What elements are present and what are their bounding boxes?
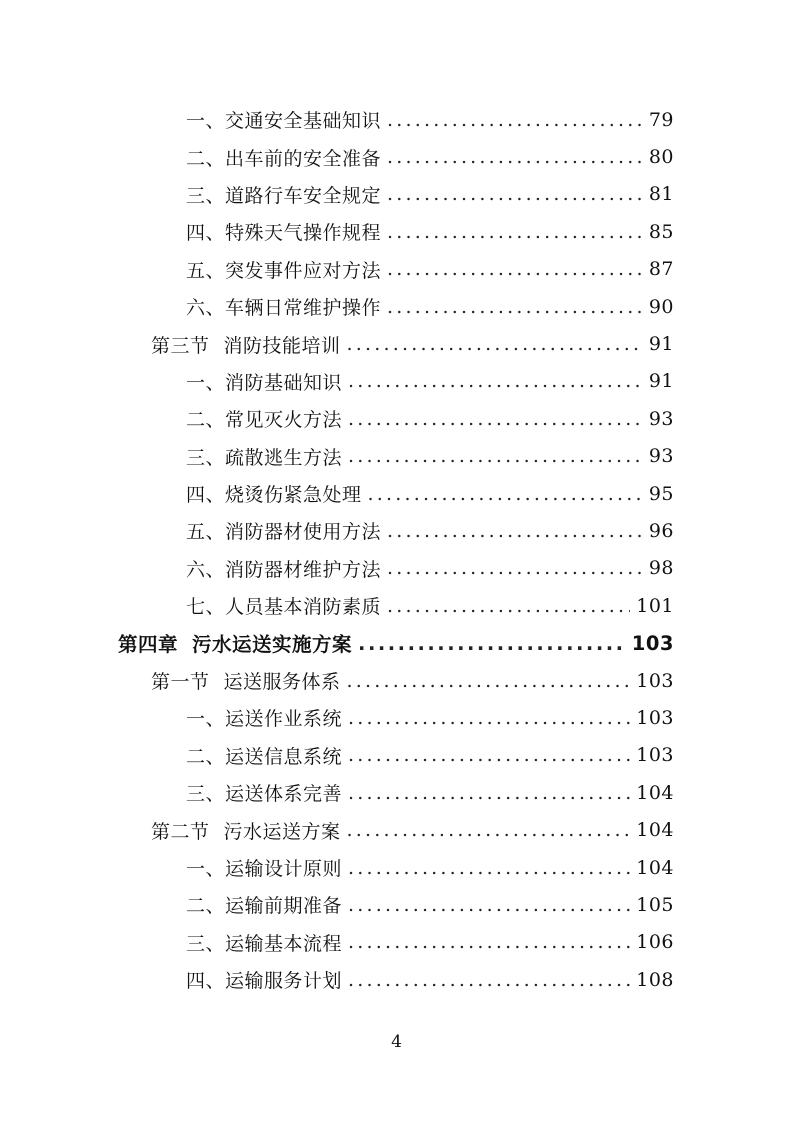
toc-entry-page: 108 [636,968,674,991]
toc-entry-page: 104 [636,819,674,842]
toc-entry-title: 人员基本消防素质 [225,596,382,619]
toc-entry-page: 93 [648,445,674,468]
toc-dot-leader [348,931,630,953]
toc-entry-number: 第四章 [118,633,179,657]
toc-entry-number: 四、 [186,970,226,993]
toc-entry-title: 烧烫伤紧急处理 [225,484,362,507]
toc-dot-leader [347,819,631,841]
toc-entry[interactable] [0,924,674,961]
toc-dot-leader [387,183,643,205]
toc-entry-page: 104 [636,781,674,804]
toc-entry-number: 一、 [186,708,226,731]
toc-entry-page: 104 [636,856,674,879]
toc-dot-leader [348,744,630,766]
toc-entry-number: 一、 [186,858,226,880]
toc-section-entry[interactable] [0,811,674,848]
toc-dot-leader [347,333,643,355]
toc-entry-page: 91 [648,370,674,393]
toc-entry-page: 79 [648,108,674,131]
toc-entry-number: 第三节 [151,334,210,357]
toc-entry[interactable] [0,699,674,736]
toc-entry-page: 87 [648,258,674,281]
toc-entry-title: 道路行车安全规定 [225,184,382,207]
toc-entry[interactable] [0,176,674,213]
toc-entry-title: 运送服务体系 [223,671,341,694]
toc-entry-title: 消防技能培训 [223,334,341,357]
toc-entry-title: 消防器材维护方法 [225,558,382,581]
toc-dot-leader [348,707,630,729]
toc-entry-number: 四、 [186,222,226,245]
toc-entry-number: 六、 [186,297,226,320]
toc-entry-title: 突发事件应对方法 [225,259,382,282]
toc-entry-page: 103 [636,706,674,729]
toc-entry-number: 三、 [186,932,226,955]
toc-entry[interactable] [0,475,674,512]
toc-entry-page: 105 [636,893,674,916]
toc-dot-leader [348,370,643,392]
toc-entry-number: 一、 [186,371,226,394]
toc-chapter-entry[interactable] [0,624,674,661]
toc-entry-title: 运输前期准备 [225,895,343,918]
toc-dot-leader [387,221,643,243]
page-number: 4 [391,1032,402,1052]
toc-entry[interactable] [0,400,674,437]
toc-entry-page: 106 [636,931,674,954]
toc-entry-title: 出车前的安全准备 [225,147,382,170]
toc-entry-title: 特殊天气操作规程 [225,222,382,245]
toc-entry[interactable] [0,849,674,886]
toc-entry-number: 四、 [186,484,226,507]
toc-entry-number: 七、 [186,596,226,619]
toc-entry[interactable] [0,213,674,250]
toc-entry[interactable] [0,550,674,587]
toc-entry-number: 五、 [186,259,226,282]
toc-entry[interactable] [0,886,674,923]
toc-entry-number: 二、 [186,409,226,432]
toc-dot-leader [387,258,643,280]
toc-dot-leader [348,969,630,991]
toc-entry-number: 二、 [186,147,226,170]
toc-entry-title: 运送作业系统 [225,708,343,731]
toc-entry-page: 103 [631,631,674,655]
toc-dot-leader [368,483,643,505]
toc-entry-page: 80 [648,146,674,169]
toc-dot-leader [387,595,630,617]
toc-entry-title: 污水运送方案 [223,820,341,843]
toc-entry-title: 常见灭火方法 [225,409,343,432]
toc-entry-page: 103 [636,669,674,692]
toc-entry-page: 96 [648,519,674,542]
toc-entry-number: 一、 [186,110,226,133]
toc-entry-title: 疏散逃生方法 [225,446,343,469]
toc-entry-page: 90 [648,295,674,318]
toc-entry-title: 消防器材使用方法 [225,521,382,544]
toc-entry[interactable] [0,288,674,325]
toc-section-entry[interactable] [0,662,674,699]
toc-dot-leader [347,670,631,692]
toc-entry-page: 91 [648,333,674,356]
toc-entry-title: 污水运送实施方案 [192,633,353,657]
toc-dot-leader [358,632,626,655]
toc-entry-number: 三、 [186,446,226,469]
toc-entry-page: 98 [648,557,674,580]
toc-entry-number: 二、 [186,745,226,768]
toc-entry-number: 三、 [186,783,226,806]
toc-dot-leader [348,408,643,430]
toc-entry[interactable] [0,363,674,400]
toc-entry-number: 五、 [186,521,226,544]
toc-entry-page: 93 [648,407,674,430]
toc-entry-number: 第二节 [151,820,210,843]
toc-entry-title: 运输设计原则 [225,858,343,880]
toc-entry[interactable] [0,138,674,175]
toc-entry[interactable] [0,587,674,624]
toc-entry[interactable] [0,438,674,475]
toc-entry-page: 85 [648,220,674,243]
toc-section-entry[interactable] [0,325,674,362]
toc-dot-leader [387,296,643,318]
toc-dot-leader [348,894,630,916]
toc-entry-page: 103 [636,744,674,767]
table-of-contents [0,101,793,998]
toc-entry-title: 车辆日常维护操作 [225,297,382,320]
toc-entry-title: 运送信息系统 [225,745,343,768]
toc-entry-title: 运输服务计划 [225,970,343,993]
toc-dot-leader [348,857,630,879]
toc-entry-page: 95 [648,482,674,505]
toc-entry[interactable] [0,251,674,288]
toc-entry-title: 交通安全基础知识 [225,110,382,133]
toc-dot-leader [387,109,643,131]
toc-dot-leader [348,445,643,467]
toc-entry-page: 101 [636,594,674,617]
toc-dot-leader [387,520,643,542]
toc-entry-title: 运送体系完善 [225,783,343,806]
toc-entry-title: 运输基本流程 [225,932,343,955]
toc-entry-number: 六、 [186,558,226,581]
toc-entry[interactable] [0,737,674,774]
toc-entry[interactable] [0,101,674,138]
toc-entry-title: 消防基础知识 [225,371,343,394]
toc-entry-page: 81 [648,183,674,206]
toc-entry-number: 三、 [186,184,226,207]
toc-dot-leader [387,557,643,579]
toc-entry[interactable] [0,774,674,811]
toc-entry[interactable] [0,961,674,998]
toc-entry-number: 第一节 [151,671,210,694]
toc-entry[interactable] [0,512,674,549]
toc-dot-leader [348,782,630,804]
toc-entry-number: 二、 [186,895,226,918]
toc-dot-leader [387,146,643,168]
